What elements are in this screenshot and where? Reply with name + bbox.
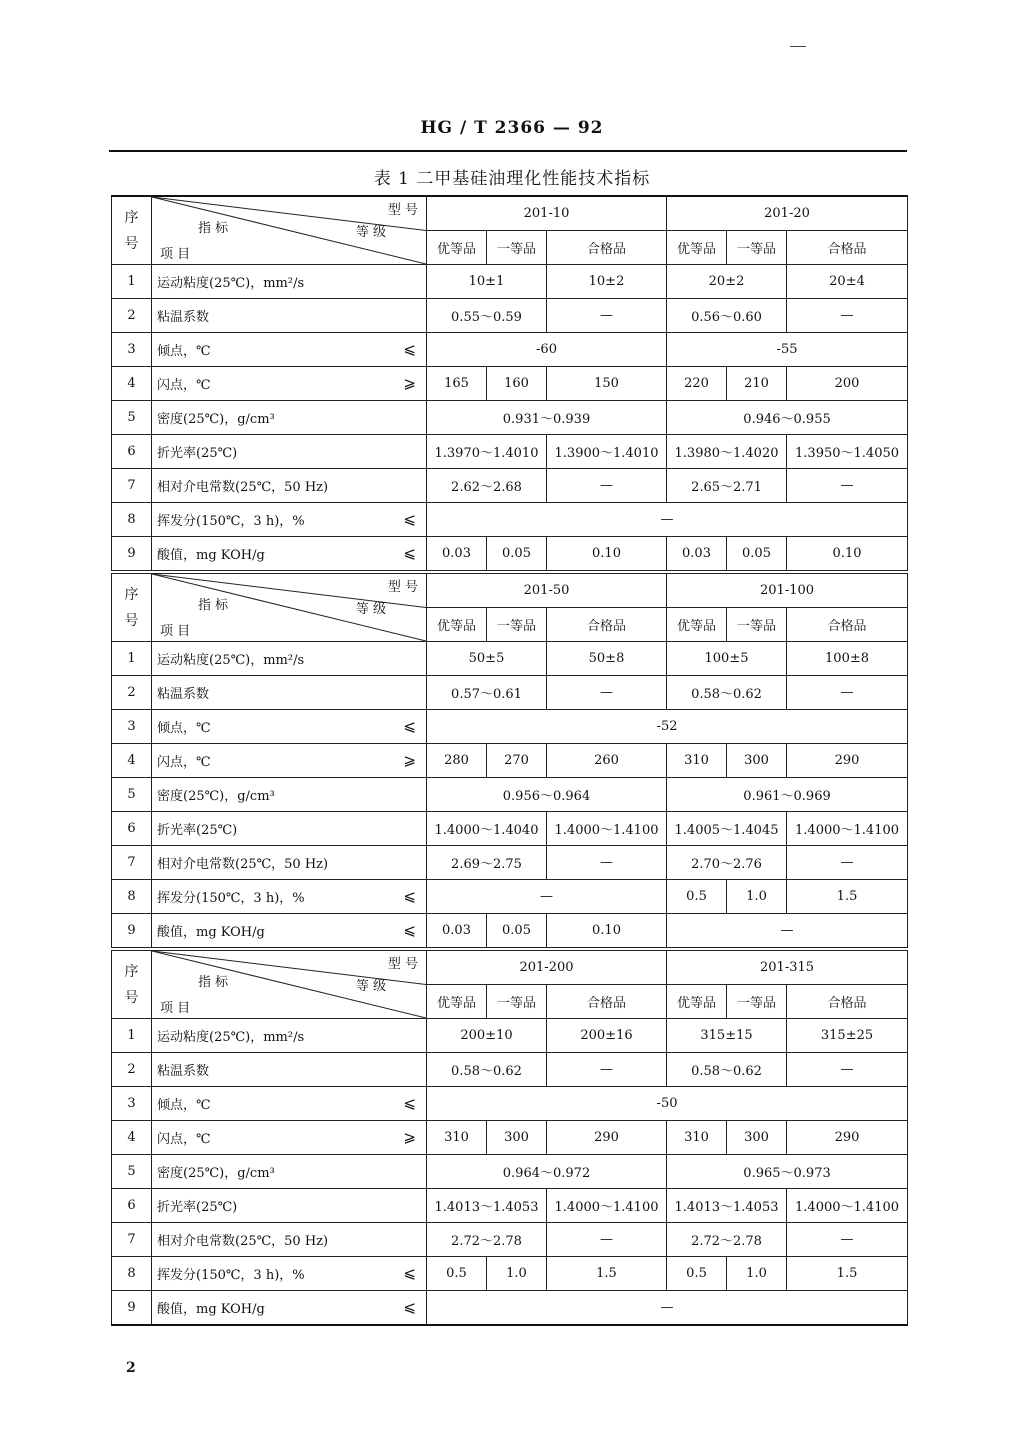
- header-rule: [109, 150, 907, 152]
- property-name: 折光率(25℃): [157, 446, 238, 461]
- comparison-mark: ⩽: [403, 510, 416, 528]
- value-cell: 1.5: [787, 880, 908, 914]
- value-cell: 0.03: [667, 537, 727, 573]
- property-cell: [152, 1019, 427, 1053]
- property-cell: [152, 642, 427, 676]
- row-number: 6: [112, 435, 152, 469]
- value-cell: 0.5: [427, 1257, 487, 1291]
- grade-header: 合格品: [787, 608, 908, 642]
- table-row: [112, 744, 908, 778]
- seq-header: 序 号: [112, 949, 152, 1019]
- standard-code: HG / T 2366 — 92: [420, 118, 604, 138]
- value-cell: 1.4005～1.4045: [667, 812, 787, 846]
- value-cell: —: [787, 846, 908, 880]
- row-number: 1: [112, 1019, 152, 1053]
- value-cell: 100±5: [667, 642, 787, 676]
- value-cell: 10±2: [547, 265, 667, 299]
- row-number: 9: [112, 537, 152, 573]
- comparison-mark: ⩽: [403, 887, 416, 905]
- row-number: 7: [112, 469, 152, 503]
- comparison-mark: ⩽: [403, 921, 416, 939]
- property-cell: [152, 1291, 427, 1326]
- index-label: 指 标: [198, 221, 229, 236]
- index-label: 指 标: [198, 598, 229, 613]
- grade-label: 等 级: [355, 979, 386, 994]
- property-name: 密度(25℃)，g/cm³: [157, 1166, 275, 1181]
- value-cell: 220: [667, 367, 727, 401]
- model-header: 201-10: [427, 196, 667, 231]
- model-label: 型 号: [387, 203, 418, 218]
- table-row: [112, 1019, 908, 1053]
- value-cell: 2.70～2.76: [667, 846, 787, 880]
- value-cell: —: [427, 880, 667, 914]
- row-number: 3: [112, 1087, 152, 1121]
- value-cell: 290: [547, 1121, 667, 1155]
- value-cell: 315±15: [667, 1019, 787, 1053]
- property-name: 粘温系数: [157, 687, 210, 702]
- grade-header: 一等品: [487, 985, 547, 1019]
- value-cell: 260: [547, 744, 667, 778]
- property-name: 相对介电常数(25℃，50 Hz): [157, 857, 329, 872]
- value-cell: 0.05: [487, 537, 547, 573]
- value-cell: 0.58～0.62: [667, 676, 787, 710]
- table-row: [112, 401, 908, 435]
- comparison-mark: ⩽: [403, 717, 416, 735]
- diagonal-header: [152, 572, 427, 642]
- value-cell: -50: [427, 1087, 908, 1121]
- table-row: [112, 469, 908, 503]
- value-cell: —: [787, 469, 908, 503]
- table-caption: 表 1 二甲基硅油理化性能技术指标: [373, 169, 651, 189]
- grade-header: 优等品: [667, 985, 727, 1019]
- grade-label: 等 级: [355, 225, 386, 240]
- value-cell: 1.3970～1.4010: [427, 435, 547, 469]
- comparison-mark: ⩾: [403, 1128, 416, 1146]
- value-cell: 0.05: [487, 914, 547, 950]
- table-row: [112, 846, 908, 880]
- value-cell: —: [667, 914, 908, 950]
- grade-header: 一等品: [727, 231, 787, 265]
- property-cell: [152, 1121, 427, 1155]
- value-cell: 2.72～2.78: [667, 1223, 787, 1257]
- property-cell: [152, 744, 427, 778]
- grade-label: 等 级: [355, 602, 386, 617]
- table-row: [112, 1121, 908, 1155]
- table-row: [112, 778, 908, 812]
- grade-header: 一等品: [727, 608, 787, 642]
- comparison-mark: ⩽: [403, 340, 416, 358]
- grade-header: 优等品: [427, 231, 487, 265]
- seq-header: 序 号: [112, 572, 152, 642]
- value-cell: 20±2: [667, 265, 787, 299]
- row-number: 1: [112, 642, 152, 676]
- property-name: 酸值，mg KOH/g: [157, 925, 265, 940]
- value-cell: 300: [487, 1121, 547, 1155]
- property-cell: [152, 367, 427, 401]
- property-cell: [152, 914, 427, 950]
- property-cell: [152, 1189, 427, 1223]
- grade-header: 合格品: [547, 985, 667, 1019]
- model-header: 201-20: [667, 196, 908, 231]
- row-number: 2: [112, 299, 152, 333]
- table-row: [112, 265, 908, 299]
- property-cell: [152, 537, 427, 573]
- value-cell: 0.964～0.972: [427, 1155, 667, 1189]
- property-name: 倾点，℃: [157, 1098, 211, 1113]
- row-number: 2: [112, 676, 152, 710]
- value-cell: 20±4: [787, 265, 908, 299]
- comparison-mark: ⩽: [403, 1264, 416, 1282]
- value-cell: 310: [667, 1121, 727, 1155]
- section-header-row: [112, 196, 908, 231]
- property-name: 运动粘度(25℃)，mm²/s: [157, 1030, 305, 1045]
- seq-header: 序 号: [112, 196, 152, 265]
- value-cell: 270: [487, 744, 547, 778]
- property-cell: [152, 812, 427, 846]
- row-number: 5: [112, 778, 152, 812]
- property-name: 闪点，℃: [157, 1132, 211, 1147]
- item-label: 项 目: [160, 624, 191, 639]
- value-cell: 0.946～0.955: [667, 401, 908, 435]
- page-corner-mark: [790, 46, 806, 47]
- row-number: 3: [112, 333, 152, 367]
- table-row: [112, 1053, 908, 1087]
- property-cell: [152, 1053, 427, 1087]
- spec-table: [111, 195, 908, 1326]
- value-cell: —: [547, 1053, 667, 1087]
- property-cell: [152, 265, 427, 299]
- value-cell: 1.4000～1.4100: [547, 812, 667, 846]
- grade-header: 合格品: [547, 231, 667, 265]
- row-number: 5: [112, 1155, 152, 1189]
- value-cell: 0.5: [667, 1257, 727, 1291]
- property-cell: [152, 880, 427, 914]
- value-cell: —: [547, 469, 667, 503]
- value-cell: 200±10: [427, 1019, 547, 1053]
- value-cell: —: [547, 299, 667, 333]
- value-cell: 300: [727, 1121, 787, 1155]
- row-number: 6: [112, 1189, 152, 1223]
- section-header-row: [112, 572, 908, 608]
- value-cell: 0.931～0.939: [427, 401, 667, 435]
- grade-header: 一等品: [487, 231, 547, 265]
- property-cell: [152, 435, 427, 469]
- model-header: 201-315: [667, 949, 908, 985]
- property-cell: [152, 401, 427, 435]
- value-cell: 280: [427, 744, 487, 778]
- table-row: [112, 710, 908, 744]
- property-name: 挥发分(150℃，3 h)，%: [157, 514, 305, 529]
- grade-header: 合格品: [787, 985, 908, 1019]
- value-cell: 200: [787, 367, 908, 401]
- value-cell: 315±25: [787, 1019, 908, 1053]
- grade-header: 优等品: [667, 231, 727, 265]
- value-cell: 0.57～0.61: [427, 676, 547, 710]
- value-cell: 1.4013～1.4053: [667, 1189, 787, 1223]
- value-cell: —: [787, 1223, 908, 1257]
- value-cell: —: [427, 1291, 908, 1326]
- value-cell: 1.4000～1.4100: [547, 1189, 667, 1223]
- value-cell: 310: [667, 744, 727, 778]
- value-cell: 0.961～0.969: [667, 778, 908, 812]
- value-cell: 0.956～0.964: [427, 778, 667, 812]
- item-label: 项 目: [160, 247, 191, 262]
- table-row: [112, 435, 908, 469]
- value-cell: —: [787, 1053, 908, 1087]
- row-number: 4: [112, 744, 152, 778]
- value-cell: 0.965～0.973: [667, 1155, 908, 1189]
- property-cell: [152, 503, 427, 537]
- property-name: 粘温系数: [157, 1064, 210, 1079]
- value-cell: 0.58～0.62: [667, 1053, 787, 1087]
- table-row: [112, 1291, 908, 1326]
- value-cell: 1.3900～1.4010: [547, 435, 667, 469]
- value-cell: 1.0: [727, 880, 787, 914]
- value-cell: 1.5: [787, 1257, 908, 1291]
- row-number: 8: [112, 880, 152, 914]
- model-header: 201-50: [427, 572, 667, 608]
- table-row: [112, 1223, 908, 1257]
- value-cell: 0.05: [727, 537, 787, 573]
- property-name: 相对介电常数(25℃，50 Hz): [157, 1234, 329, 1249]
- comparison-mark: ⩽: [403, 544, 416, 562]
- value-cell: 100±8: [787, 642, 908, 676]
- row-number: 9: [112, 1291, 152, 1326]
- table-row: [112, 880, 908, 914]
- value-cell: 0.58～0.62: [427, 1053, 547, 1087]
- value-cell: 1.3950～1.4050: [787, 435, 908, 469]
- property-name: 倾点，℃: [157, 721, 211, 736]
- property-cell: [152, 1155, 427, 1189]
- property-name: 倾点，℃: [157, 344, 211, 359]
- diagonal-header: [152, 196, 427, 265]
- value-cell: 0.56～0.60: [667, 299, 787, 333]
- table-row: [112, 676, 908, 710]
- diagonal-header: [152, 949, 427, 1019]
- row-number: 7: [112, 1223, 152, 1257]
- property-cell: [152, 676, 427, 710]
- row-number: 9: [112, 914, 152, 950]
- property-name: 闪点，℃: [157, 755, 211, 770]
- table-row: [112, 537, 908, 573]
- table-row: [112, 299, 908, 333]
- value-cell: -55: [667, 333, 908, 367]
- property-name: 粘温系数: [157, 310, 210, 325]
- table-row: [112, 503, 908, 537]
- value-cell: 50±5: [427, 642, 547, 676]
- value-cell: 1.4000～1.4100: [787, 1189, 908, 1223]
- table-row: [112, 333, 908, 367]
- row-number: 1: [112, 265, 152, 299]
- row-number: 3: [112, 710, 152, 744]
- row-number: 4: [112, 367, 152, 401]
- value-cell: 10±1: [427, 265, 547, 299]
- value-cell: —: [547, 1223, 667, 1257]
- value-cell: 210: [727, 367, 787, 401]
- property-name: 挥发分(150℃，3 h)，%: [157, 891, 305, 906]
- value-cell: —: [427, 503, 908, 537]
- property-name: 闪点，℃: [157, 378, 211, 393]
- value-cell: 300: [727, 744, 787, 778]
- table-row: [112, 367, 908, 401]
- value-cell: —: [787, 676, 908, 710]
- property-name: 相对介电常数(25℃，50 Hz): [157, 480, 329, 495]
- value-cell: 160: [487, 367, 547, 401]
- model-label: 型 号: [387, 957, 418, 972]
- grade-header: 优等品: [667, 608, 727, 642]
- property-name: 运动粘度(25℃)，mm²/s: [157, 653, 305, 668]
- value-cell: 1.0: [487, 1257, 547, 1291]
- grade-header: 合格品: [787, 231, 908, 265]
- property-cell: [152, 778, 427, 812]
- value-cell: 0.03: [427, 914, 487, 950]
- value-cell: -60: [427, 333, 667, 367]
- grade-header: 一等品: [487, 608, 547, 642]
- grade-header: 优等品: [427, 608, 487, 642]
- table-row: [112, 1257, 908, 1291]
- value-cell: 200±16: [547, 1019, 667, 1053]
- value-cell: -52: [427, 710, 908, 744]
- value-cell: 1.0: [727, 1257, 787, 1291]
- value-cell: —: [547, 676, 667, 710]
- property-name: 密度(25℃)，g/cm³: [157, 789, 275, 804]
- model-header: 201-100: [667, 572, 908, 608]
- property-cell: [152, 1223, 427, 1257]
- model-header: 201-200: [427, 949, 667, 985]
- property-cell: [152, 846, 427, 880]
- value-cell: 1.5: [547, 1257, 667, 1291]
- value-cell: —: [787, 299, 908, 333]
- value-cell: 0.5: [667, 880, 727, 914]
- table-row: [112, 1155, 908, 1189]
- value-cell: 165: [427, 367, 487, 401]
- comparison-mark: ⩽: [403, 1298, 416, 1316]
- table-row: [112, 1189, 908, 1223]
- property-name: 挥发分(150℃，3 h)，%: [157, 1268, 305, 1283]
- grade-header: 优等品: [427, 985, 487, 1019]
- comparison-mark: ⩾: [403, 374, 416, 392]
- value-cell: 0.55～0.59: [427, 299, 547, 333]
- row-number: 5: [112, 401, 152, 435]
- value-cell: 2.65～2.71: [667, 469, 787, 503]
- row-number: 7: [112, 846, 152, 880]
- property-cell: [152, 1257, 427, 1291]
- value-cell: 290: [787, 1121, 908, 1155]
- table-row: [112, 812, 908, 846]
- row-number: 8: [112, 503, 152, 537]
- value-cell: 1.4000～1.4040: [427, 812, 547, 846]
- row-number: 8: [112, 1257, 152, 1291]
- page-number: 2: [126, 1360, 136, 1376]
- value-cell: 150: [547, 367, 667, 401]
- row-number: 6: [112, 812, 152, 846]
- property-name: 折光率(25℃): [157, 823, 238, 838]
- value-cell: 310: [427, 1121, 487, 1155]
- grade-header: 合格品: [547, 608, 667, 642]
- row-number: 2: [112, 1053, 152, 1087]
- index-label: 指 标: [198, 975, 229, 990]
- value-cell: 2.72～2.78: [427, 1223, 547, 1257]
- value-cell: 2.62～2.68: [427, 469, 547, 503]
- property-cell: [152, 469, 427, 503]
- table-row: [112, 1087, 908, 1121]
- value-cell: 0.10: [787, 537, 908, 573]
- value-cell: —: [547, 846, 667, 880]
- comparison-mark: ⩾: [403, 751, 416, 769]
- property-name: 酸值，mg KOH/g: [157, 548, 265, 563]
- property-cell: [152, 710, 427, 744]
- property-cell: [152, 1087, 427, 1121]
- value-cell: 50±8: [547, 642, 667, 676]
- value-cell: 1.4013～1.4053: [427, 1189, 547, 1223]
- property-name: 折光率(25℃): [157, 1200, 238, 1215]
- value-cell: 0.10: [547, 537, 667, 573]
- property-name: 运动粘度(25℃)，mm²/s: [157, 276, 305, 291]
- value-cell: 1.3980～1.4020: [667, 435, 787, 469]
- section-header-row: [112, 949, 908, 985]
- row-number: 4: [112, 1121, 152, 1155]
- property-cell: [152, 333, 427, 367]
- table-row: [112, 914, 908, 950]
- property-name: 酸值，mg KOH/g: [157, 1302, 265, 1317]
- item-label: 项 目: [160, 1001, 191, 1016]
- value-cell: 0.10: [547, 914, 667, 950]
- property-name: 密度(25℃)，g/cm³: [157, 412, 275, 427]
- value-cell: 290: [787, 744, 908, 778]
- value-cell: 1.4000～1.4100: [787, 812, 908, 846]
- comparison-mark: ⩽: [403, 1094, 416, 1112]
- model-label: 型 号: [387, 580, 418, 595]
- grade-header: 一等品: [727, 985, 787, 1019]
- table-row: [112, 642, 908, 676]
- value-cell: 0.03: [427, 537, 487, 573]
- property-cell: [152, 299, 427, 333]
- value-cell: 2.69～2.75: [427, 846, 547, 880]
